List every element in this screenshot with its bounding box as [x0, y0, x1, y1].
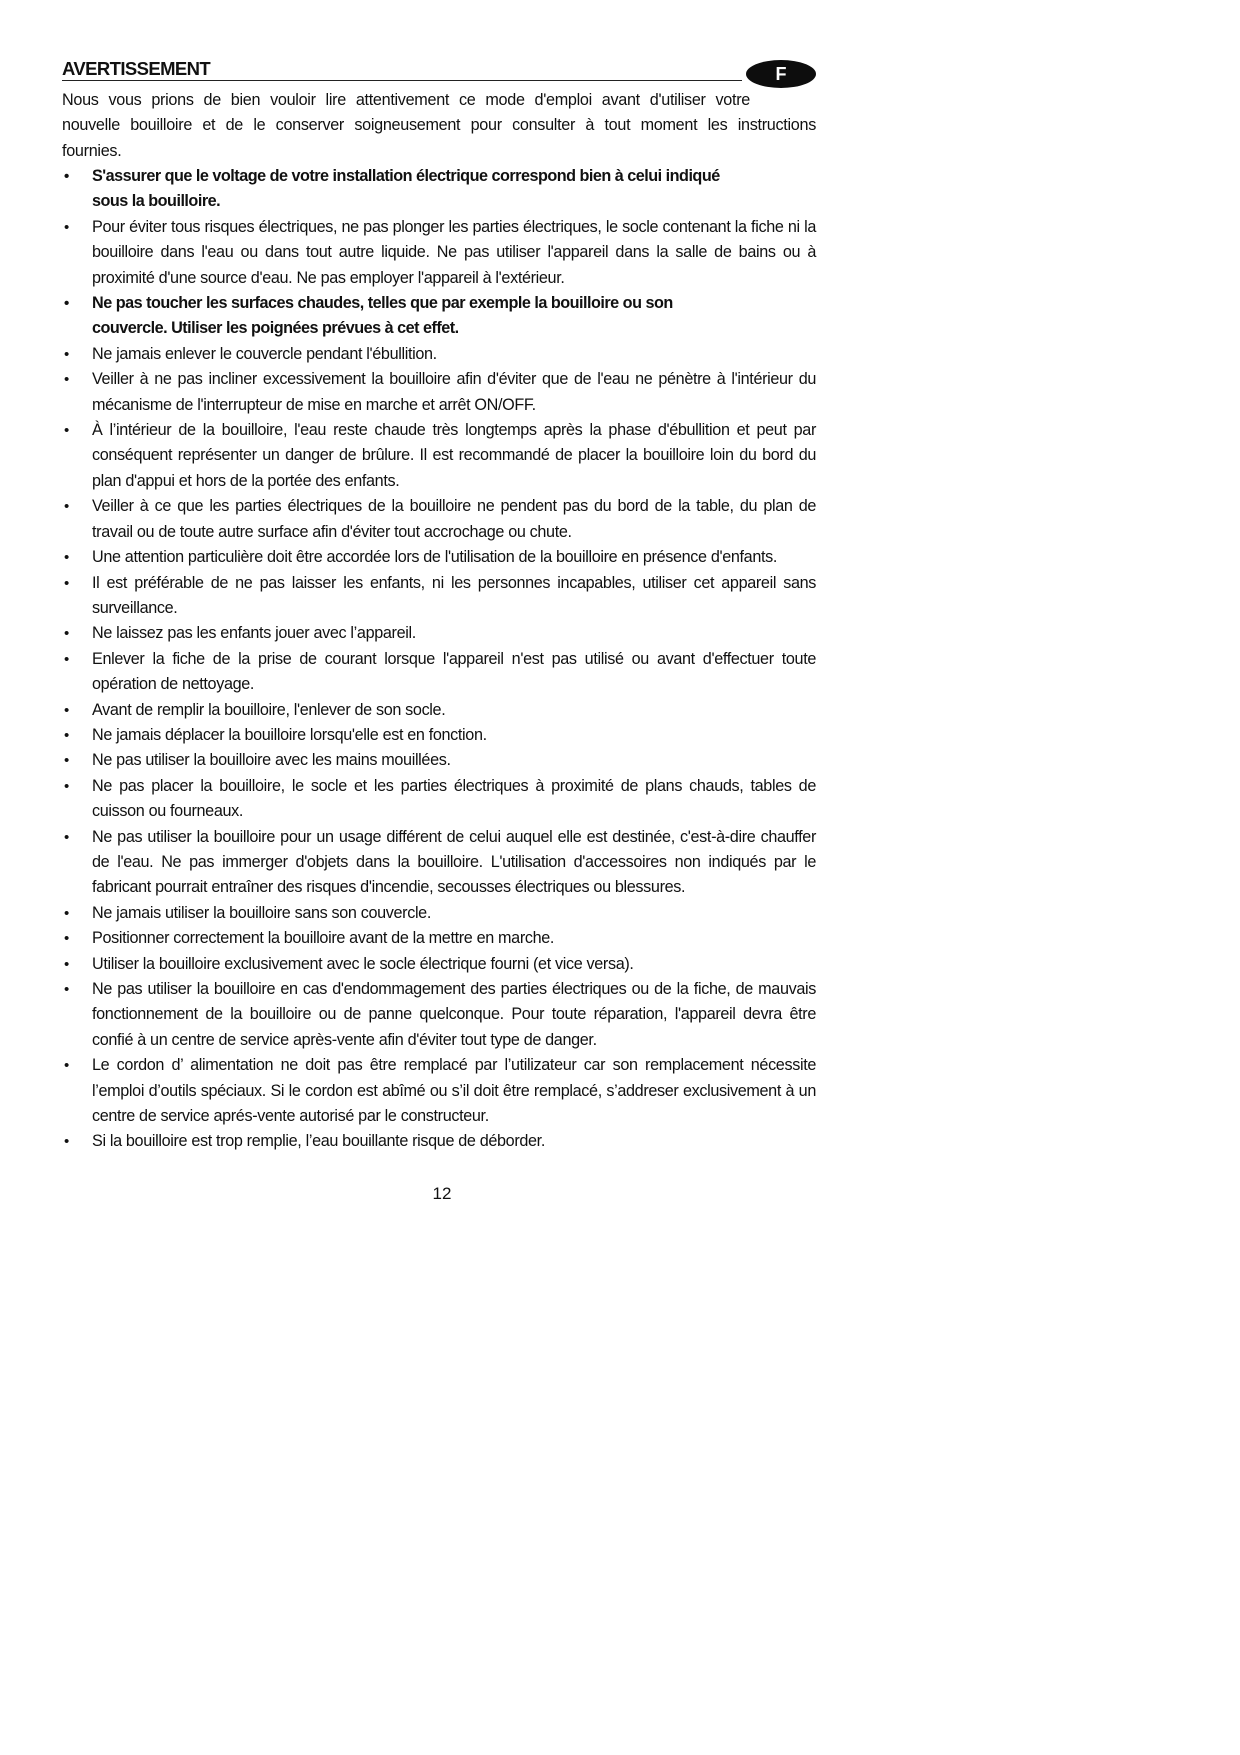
warning-text: Ne jamais enlever le couvercle pendant l'ébullition. — [92, 344, 437, 363]
bullet-icon: • — [64, 574, 69, 592]
warning-text: Une attention particulière doit être accordée lors de l'utilisation de la bouilloire en présence d'enfants. — [92, 548, 778, 567]
bullet-icon: • — [64, 371, 69, 389]
bullet-icon: • — [64, 904, 69, 922]
intro-line: nouvelle bouilloire et de le conserver soigneusement pour consulter à tout moment les instructions — [62, 116, 816, 135]
warning-item — [62, 901, 816, 926]
warning-item — [62, 342, 816, 367]
bullet-icon: • — [64, 650, 69, 668]
bullet-icon: • — [64, 930, 69, 948]
warning-item — [62, 367, 816, 418]
section-header — [62, 58, 816, 88]
bullet-icon: • — [64, 168, 69, 185]
warning-text: Avant de remplir la bouilloire, l'enlever de son socle. — [92, 700, 446, 719]
warning-text: Ne jamais utiliser la bouilloire sans son couvercle. — [92, 903, 431, 922]
bullet-icon: • — [64, 1057, 69, 1075]
section-title: AVERTISSEMENT — [62, 58, 211, 79]
warning-text: À l’intérieur de la bouilloire, l'eau reste chaude très longtemps après la phase d'ébullition et peut par conséquent représenter un danger de brûlure. Il est recommandé de placer la bouilloire loin du bord du plan d'appui et hors de la portée des enfants. — [92, 421, 816, 490]
warning-text: Veiller à ce que les parties électriques de la bouilloire ne pendent pas du bord de la table, du plan de travail ou de toute autre surface afin d'éviter tout accrochage ou chute. — [92, 497, 816, 541]
warning-item — [62, 571, 816, 622]
bullet-icon: • — [64, 1133, 69, 1151]
bullet-icon: • — [64, 549, 69, 567]
warning-item — [62, 698, 816, 723]
warning-item — [62, 291, 816, 342]
language-badge: F — [746, 60, 816, 88]
warning-text: Le cordon d’ alimentation ne doit pas être remplacé par l’utilizateur car son remplacement nécessite l’emploi d’outils spéciaux. Si le cordon est abîmé ou s’il doit être remplacé, s’addreser exclusivement à un centre de service aprés-vente autorisé par le constructeur. — [92, 1056, 816, 1126]
warning-list — [62, 164, 816, 1155]
warning-item — [62, 215, 816, 291]
intro-line: fournies. — [62, 141, 122, 160]
page-number: 12 — [432, 1184, 452, 1203]
header-underline — [62, 80, 742, 81]
warning-text: Veiller à ne pas incliner excessivement la bouilloire afin d'éviter que de l'eau ne pénètre à l'intérieur du mécanisme de l'interrupteur de mise en marche et arrêt ON/OFF. — [92, 370, 816, 414]
warning-item — [62, 926, 816, 951]
bullet-icon: • — [64, 295, 69, 313]
warning-text: Ne pas utiliser la bouilloire avec les mains mouillées. — [92, 751, 451, 770]
warning-text: Si la bouilloire est trop remplie, l’eau bouillante risque de déborder. — [92, 1132, 545, 1151]
warning-text: Ne laissez pas les enfants jouer avec l’appareil. — [92, 624, 416, 643]
warning-item — [62, 952, 816, 977]
bullet-icon: • — [64, 955, 69, 973]
warning-text: Ne pas utiliser la bouilloire pour un usage différent de celui auquel elle est destinée, c'est-à-dire chauffer de l'eau. Ne pas immerger d'objets dans la bouilloire. L'utilisation d'accessoires non indiqués par le fabricant pourrait entraîner des risques d'incendie, secousses électriques ou blessures. — [92, 827, 816, 897]
intro-paragraph — [62, 88, 816, 164]
warning-item — [62, 647, 816, 698]
bullet-icon: • — [64, 828, 69, 846]
warning-item — [62, 621, 816, 646]
bullet-icon: • — [64, 981, 69, 998]
warning-item — [62, 545, 816, 570]
bullet-icon: • — [64, 726, 69, 744]
warning-text: Ne jamais déplacer la bouilloire lorsqu'elle est en fonction. — [92, 725, 487, 744]
warning-item — [62, 774, 816, 825]
bullet-icon: • — [64, 345, 69, 363]
warning-item — [62, 494, 816, 545]
warning-text: Ne pas utiliser la bouilloire en cas d'endommagement des parties électriques ou de la fiche, de mauvais fonctionnement de la bouilloire ou de panne quelconque. Pour toute réparation, l'appareil devra être confié à un centre de service après-vente afin d'éviter tout type de danger. — [92, 980, 816, 1049]
warning-item — [62, 1053, 816, 1129]
bullet-icon: • — [64, 625, 69, 643]
warning-text: Ne pas placer la bouilloire, le socle et les parties électriques à proximité de plans chauds, tables de cuisson ou fourneaux. — [92, 776, 816, 821]
bullet-icon: • — [64, 777, 69, 795]
warning-item — [62, 977, 816, 1053]
warning-item — [62, 1129, 816, 1154]
warning-item — [62, 748, 816, 773]
warning-text: S'assurer que le voltage de votre installation électrique correspond bien à celui indiqué sous la bouilloire. — [92, 167, 720, 211]
warning-text: Enlever la fiche de la prise de courant lorsque l'appareil n'est pas utilisé ou avant d'effectuer toute opération de nettoyage. — [92, 649, 816, 694]
bullet-icon: • — [64, 752, 69, 770]
warning-text: Positionner correctement la bouilloire avant de la mettre en marche. — [92, 929, 555, 948]
warning-item — [62, 418, 816, 494]
bullet-icon: • — [64, 422, 69, 440]
warning-item — [62, 723, 816, 748]
intro-line: Nous vous prions de bien vouloir lire attentivement ce mode d'emploi avant d'utiliser votre — [62, 91, 750, 109]
warning-text: Pour éviter tous risques électriques, ne pas plonger les parties électriques, le socle contenant la fiche ni la bouilloire dans l'eau ou dans tout autre liquide. Ne pas utiliser l'appareil dans la salle de bains ou à proximité d'une source d'eau. Ne pas employer l'appareil à l'extérieur. — [92, 217, 816, 287]
bullet-icon: • — [64, 498, 69, 516]
warning-item — [62, 164, 816, 215]
warning-text: Ne pas toucher les surfaces chaudes, telles que par exemple la bouilloire ou son couvercle. Utiliser les poignées prévues à cet effet. — [92, 294, 673, 338]
bullet-icon: • — [64, 701, 69, 719]
bullet-icon: • — [64, 218, 69, 236]
warning-text: Il est préférable de ne pas laisser les enfants, ni les personnes incapables, utiliser cet appareil sans surveillance. — [92, 573, 816, 617]
warning-item — [62, 825, 816, 901]
warning-text: Utiliser la bouilloire exclusivement avec le socle électrique fourni (et vice versa). — [92, 954, 634, 973]
